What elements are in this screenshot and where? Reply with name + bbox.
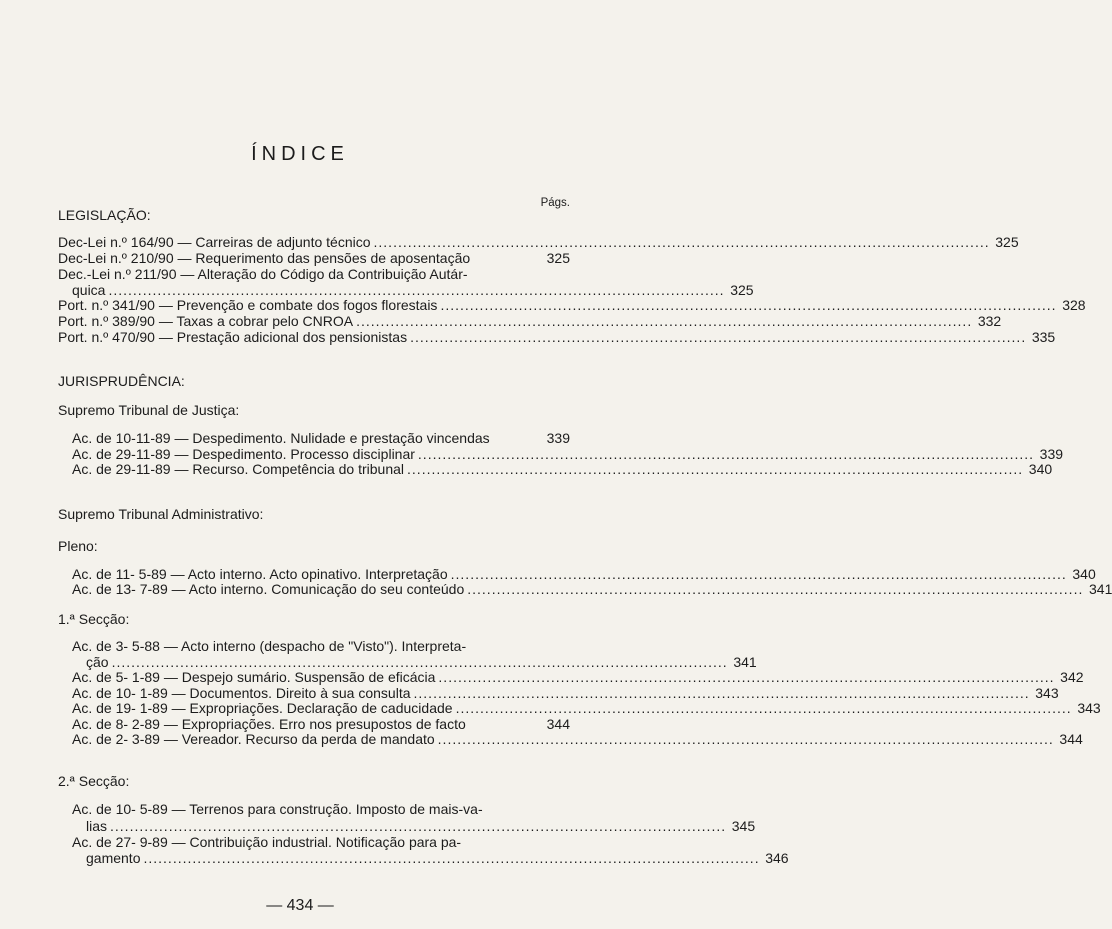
index-entry: Port. n.º 470/90 — Prestação adicional dos pensionistas ..... 335 — [58, 329, 570, 345]
seccao-2-heading: 2.ª Secção: — [58, 773, 130, 789]
index-entry: Ac. de 5- 1-89 — Despejo sumário. Suspensão de eficácia ..... 342 — [72, 669, 570, 685]
index-entry: Ac. de 29-11-89 — Recurso. Competência do tribunal ..... 340 — [72, 461, 570, 477]
index-entry: Ac. de 3- 5-88 — Acto interno (despacho de "Visto"). Interpreta- — [72, 638, 467, 654]
index-entry: Dec.-Lei n.º 211/90 — Alteração do Código da Contribuição Autár- — [58, 266, 468, 282]
index-entry: Ac. de 19- 1-89 — Expropriações. Declaração de caducidade ..... 343 — [72, 700, 570, 716]
jurisprudencia-heading: JURISPRUDÊNCIA: — [58, 373, 185, 389]
page-title: ÍNDICE — [251, 143, 349, 165]
pleno-heading: Pleno: — [58, 538, 98, 554]
index-entry: Ac. de 11- 5-89 — Acto interno. Acto opinativo. Interpretação ..... 340 — [72, 566, 570, 582]
index-entry: Ac. de 8- 2-89 — Expropriações. Erro nos presupostos de facto 344 — [72, 716, 570, 732]
index-entry-continuation: lias ..... 345 — [86, 818, 570, 834]
index-entry: Port. n.º 389/90 — Taxas a cobrar pelo CNROA ..... 332 — [58, 313, 570, 329]
index-entry-continuation: quica ..... 325 — [72, 282, 570, 298]
legislacao-heading: LEGISLAÇÃO: — [58, 207, 151, 223]
index-entry: Ac. de 10- 5-89 — Terrenos para construção. Imposto de mais-va- — [72, 801, 483, 817]
index-entry-continuation: gamento ..... 346 — [86, 850, 570, 866]
index-entry: Ac. de 10-11-89 — Despedimento. Nulidade e prestação vincendas 339 — [72, 430, 570, 446]
index-entry: Ac. de 10- 1-89 — Documentos. Direito à sua consulta ..... 343 — [72, 685, 570, 701]
index-entry: Ac. de 27- 9-89 — Contribuição industrial. Notificação para pa- — [72, 834, 462, 850]
sta-heading: Supremo Tribunal Administrativo: — [58, 506, 264, 522]
pages-column-label: Págs. — [540, 197, 570, 209]
seccao-1-heading: 1.ª Secção: — [58, 611, 130, 627]
index-entry: Dec-Lei n.º 164/90 — Carreiras de adjunto técnico ..... 325 — [58, 234, 570, 250]
stj-heading: Supremo Tribunal de Justiça: — [58, 402, 240, 418]
page-number: — 434 — — [266, 897, 334, 914]
index-entry: Ac. de 13- 7-89 — Acto interno. Comunicação do seu conteúdo ..... 341 — [72, 581, 570, 597]
index-entry: Port. n.º 341/90 — Prevenção e combate dos fogos florestais ..... 328 — [58, 297, 570, 313]
index-entry: Dec-Lei n.º 210/90 — Requerimento das pensões de aposentação 325 — [58, 250, 570, 266]
index-entry: Ac. de 2- 3-89 — Vereador. Recurso da perda de mandato ..... 344 — [72, 731, 570, 747]
index-entry: Ac. de 29-11-89 — Despedimento. Processo disciplinar ..... 339 — [72, 446, 570, 462]
index-entry-continuation: ção ..... 341 — [86, 654, 570, 670]
